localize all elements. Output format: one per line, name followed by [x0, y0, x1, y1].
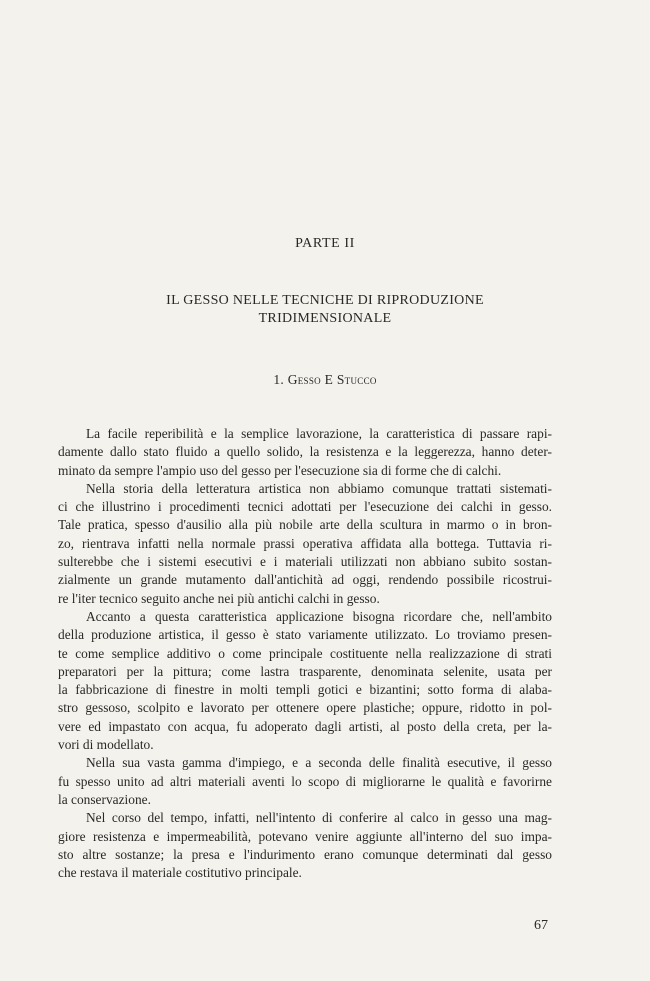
chapter-title-line-1: IL GESSO NELLE TECNICHE DI RIPRODUZIONE [166, 293, 484, 308]
text-line: Accanto a questa caratteristica applicazione bisogna ricordare che, nell'ambito [86, 608, 552, 624]
paragraph [58, 480, 552, 608]
part-heading: PARTE II [295, 236, 355, 251]
chapter-title [0, 292, 650, 328]
text-line: fu spesso unito ad altri materiali aventi lo scopo di migliorarne le qualità e favorirne [58, 773, 552, 789]
chapter-title-line-2: TRIDIMENSIONALE [258, 311, 392, 326]
text-line: damente dallo stato fluido a quello solido, la resistenza e la leggerezza, hanno deter- [58, 444, 552, 460]
text-line: Tale pratica, spesso d'ausilio alla più nobile arte della scultura in marmo o in bron- [58, 517, 552, 533]
text-line: ci che illustrino i procedimenti tecnici adottati per l'esecuzione dei calchi in gesso. [58, 499, 552, 515]
text-line: la fabbricazione di finestre in molti templi gotici e bizantini; sotto forma di alaba- [58, 682, 552, 698]
body-text [58, 425, 552, 882]
text-line: che restava il materiale costitutivo principale. [58, 865, 302, 881]
text-line: Nella sua vasta gamma d'impiego, e a seconda delle finalità esecutive, il gesso [86, 755, 552, 771]
text-line: Nel corso del tempo, infatti, nell'intento di conferire al calco in gesso una mag- [86, 810, 552, 826]
paragraph [58, 425, 552, 480]
text-line: stro gessoso, scolpito e lavorato per ottenere opere plastiche; oppure, ridotto in pol- [58, 700, 552, 716]
page-number: 67 [534, 918, 548, 933]
section-heading: 1. Gesso E Stucco [273, 372, 377, 387]
text-line: La facile reperibilità e la semplice lavorazione, la caratteristica di passare rapi- [86, 426, 552, 441]
paragraph [58, 608, 552, 754]
text-line: re l'iter tecnico seguito anche nei più antichi calchi in gesso. [58, 590, 380, 606]
text-line: giore resistenza e impermeabilità, potevano venire aggiunte all'interno del suo impa- [58, 828, 552, 844]
text-line: zo, rientrava infatti nella normale prassi operativa affidata alla bottega. Tuttavia ri- [58, 535, 552, 551]
text-line: te come semplice additivo o come principale costituente nella realizzazione di strati [58, 645, 552, 661]
text-line: minato da sempre l'ampio uso del gesso per l'esecuzione sia di forme che di calchi. [58, 462, 502, 478]
paragraph [58, 754, 552, 809]
text-line: Nella storia della letteratura artistica non abbiamo comunque trattati sistemati- [86, 480, 552, 496]
text-line: la conservazione. [58, 791, 151, 807]
text-line: preparatori per la pittura; come lastra trasparente, denominata selenite, usata per [58, 663, 552, 679]
text-line: vere ed impastato con acqua, fu adoperato dagli artisti, al posto della creta, per la- [58, 718, 552, 734]
paragraph [58, 809, 552, 882]
text-line: della produzione artistica, il gesso è stato variamente utilizzato. Lo troviamo presen- [58, 627, 552, 643]
text-line: sto altre sostanze; la presa e l'indurimento erano comunque determinati dal gesso [58, 846, 552, 862]
text-line: sulterebbe che i sistemi esecutivi e i materiali utilizzati non abbiano subito sostan- [58, 554, 552, 570]
text-line: vori di modellato. [58, 737, 154, 753]
text-line: zialmente un grande mutamento dall'antichità ad oggi, rendendo possibile ricostrui- [58, 572, 552, 588]
